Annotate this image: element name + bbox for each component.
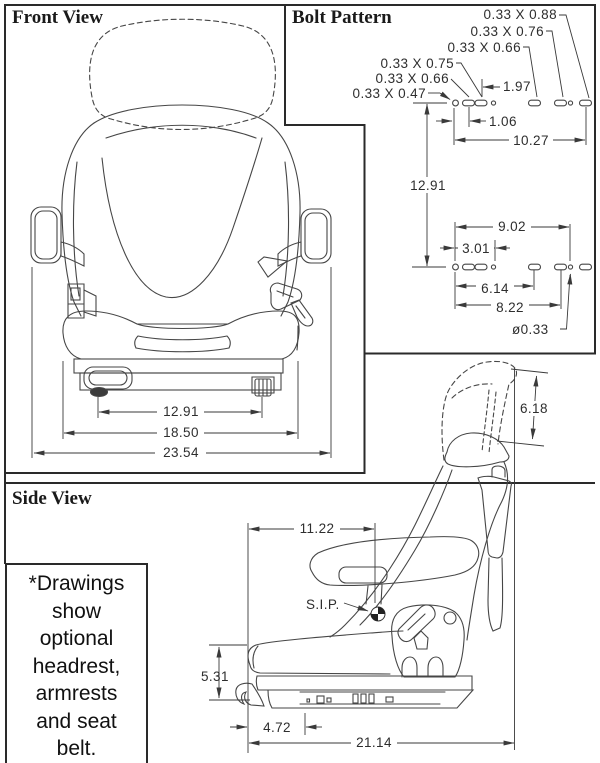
bolt-hole xyxy=(568,101,572,105)
side-cushion-bottom xyxy=(250,665,390,674)
front-view-title: Front View xyxy=(12,7,103,28)
front-belt-guide xyxy=(258,257,287,277)
bolt-slot xyxy=(580,264,592,270)
note-line: belt. xyxy=(56,737,97,760)
callout-leader-5 xyxy=(451,79,469,97)
bolt-dim-8-22: 8.22 xyxy=(496,300,524,315)
bolt-hole xyxy=(568,265,572,269)
bolt-dim-3-01: 3.01 xyxy=(462,241,490,256)
side-backrest-seam xyxy=(360,470,452,625)
front-backrest-seam-left xyxy=(73,162,79,296)
side-cushion-seam xyxy=(253,646,258,668)
front-backrest-right xyxy=(94,105,300,316)
front-base-lower xyxy=(80,373,281,390)
side-base-upper xyxy=(256,676,472,690)
note-box xyxy=(5,563,148,763)
front-dim-23-54: 23.54 xyxy=(163,445,199,460)
side-bracket-hole xyxy=(444,612,456,624)
dia-leader xyxy=(560,275,570,329)
bolt-dim-12-91: 12.91 xyxy=(410,178,446,193)
bolt-hole xyxy=(491,265,495,269)
callout-leader-6b xyxy=(440,93,450,100)
front-cushion-pleat-2 xyxy=(135,336,231,348)
front-lever xyxy=(84,367,132,389)
side-dim-21-14: 21.14 xyxy=(356,735,392,750)
bolt-dim-6-14: 6.14 xyxy=(481,281,509,296)
side-armrest-pad-seam xyxy=(339,567,387,583)
bolt-dim-diameter: ø0.33 xyxy=(512,322,549,337)
side-base-slots xyxy=(307,694,393,703)
front-backrest-seam-right xyxy=(283,162,289,296)
bolt-hole xyxy=(453,100,459,106)
bolt-dim-9-02: 9.02 xyxy=(498,219,526,234)
front-left-bracket-detail xyxy=(68,290,96,316)
bolt-dim-10-27: 10.27 xyxy=(513,133,549,148)
bolt-callout-1: 0.33 X 0.76 xyxy=(470,24,544,39)
bolt-callout-5: 0.33 X 0.47 xyxy=(352,86,426,101)
bolt-slot xyxy=(555,100,567,106)
side-headrest-posts xyxy=(482,390,496,453)
side-bracket-cutout-1 xyxy=(402,657,417,677)
bolt-dim-1-97: 1.97 xyxy=(503,79,531,94)
bolt-slot xyxy=(529,264,541,270)
side-dim-6-18: 6.18 xyxy=(520,401,548,416)
side-headrest-seam xyxy=(452,384,492,398)
front-armrest-left-pad xyxy=(35,211,57,259)
side-bracket-cutout-2 xyxy=(428,657,443,677)
bolt-callout-4: 0.33 X 0.66 xyxy=(375,71,449,86)
front-backrest-top-roll xyxy=(106,125,256,138)
front-dim-12-91: 12.91 xyxy=(163,404,199,419)
callout-leader-2 xyxy=(546,31,563,97)
bolt-callout-3: 0.33 X 0.75 xyxy=(380,56,454,71)
bolt-callout-2: 0.33 X 0.66 xyxy=(447,40,521,55)
bolt-pattern-title: Bolt Pattern xyxy=(292,7,392,28)
side-dim-4-72: 4.72 xyxy=(263,720,291,735)
bolt-slot xyxy=(555,264,567,270)
side-view-title: Side View xyxy=(12,488,92,509)
side-cushion-top xyxy=(248,631,403,665)
callout-leader-1 xyxy=(559,15,589,98)
bolt-slot xyxy=(463,100,475,106)
bolt-hole xyxy=(491,101,495,105)
side-backrest-cap xyxy=(445,433,509,467)
sip-label: S.I.P. xyxy=(306,597,340,612)
side-backrest-rear xyxy=(467,462,507,640)
note-line: and seat xyxy=(36,709,117,733)
side-front-lever xyxy=(236,683,264,706)
front-foot-left xyxy=(91,388,108,397)
note-line: headrest, xyxy=(32,654,121,678)
note-line: show xyxy=(51,599,102,623)
bolt-dim-1-06: 1.06 xyxy=(489,114,517,129)
bolt-slot xyxy=(463,264,475,270)
side-backrest-front xyxy=(330,466,443,637)
bolt-slot xyxy=(475,100,487,106)
note-line: armrests xyxy=(35,682,118,705)
bolt-callout-0: 0.33 X 0.88 xyxy=(483,7,557,22)
outer-border xyxy=(5,5,595,473)
front-armrest-right-pad xyxy=(305,213,327,259)
callout-leader-4 xyxy=(456,63,482,97)
side-headrest-outline xyxy=(442,361,517,460)
front-dim-18-50: 18.50 xyxy=(163,425,199,440)
side-belt-tab xyxy=(414,631,428,649)
bolt-slot xyxy=(529,100,541,106)
front-backrest-inner-pad xyxy=(102,138,262,298)
bolt-hole xyxy=(453,264,459,270)
bolt-slot xyxy=(580,100,592,106)
side-view-seat-drawing xyxy=(236,361,517,708)
sip-symbol xyxy=(371,607,385,621)
side-dim-5-31: 5.31 xyxy=(201,669,229,684)
front-cushion-pleat-1 xyxy=(137,324,228,329)
note-line: *Drawings xyxy=(28,572,125,595)
side-armrest-stem xyxy=(366,585,382,604)
note-line: optional xyxy=(39,627,114,650)
bolt-pattern-notch-border xyxy=(5,5,365,473)
side-dim-11-22: 11.22 xyxy=(299,521,335,536)
side-belt-strap xyxy=(488,558,503,631)
side-belt-buckle-slot xyxy=(408,614,425,630)
front-cushion-pleat-3 xyxy=(136,348,229,352)
bolt-slot xyxy=(475,264,487,270)
side-belt-anchor-tab xyxy=(492,466,505,477)
